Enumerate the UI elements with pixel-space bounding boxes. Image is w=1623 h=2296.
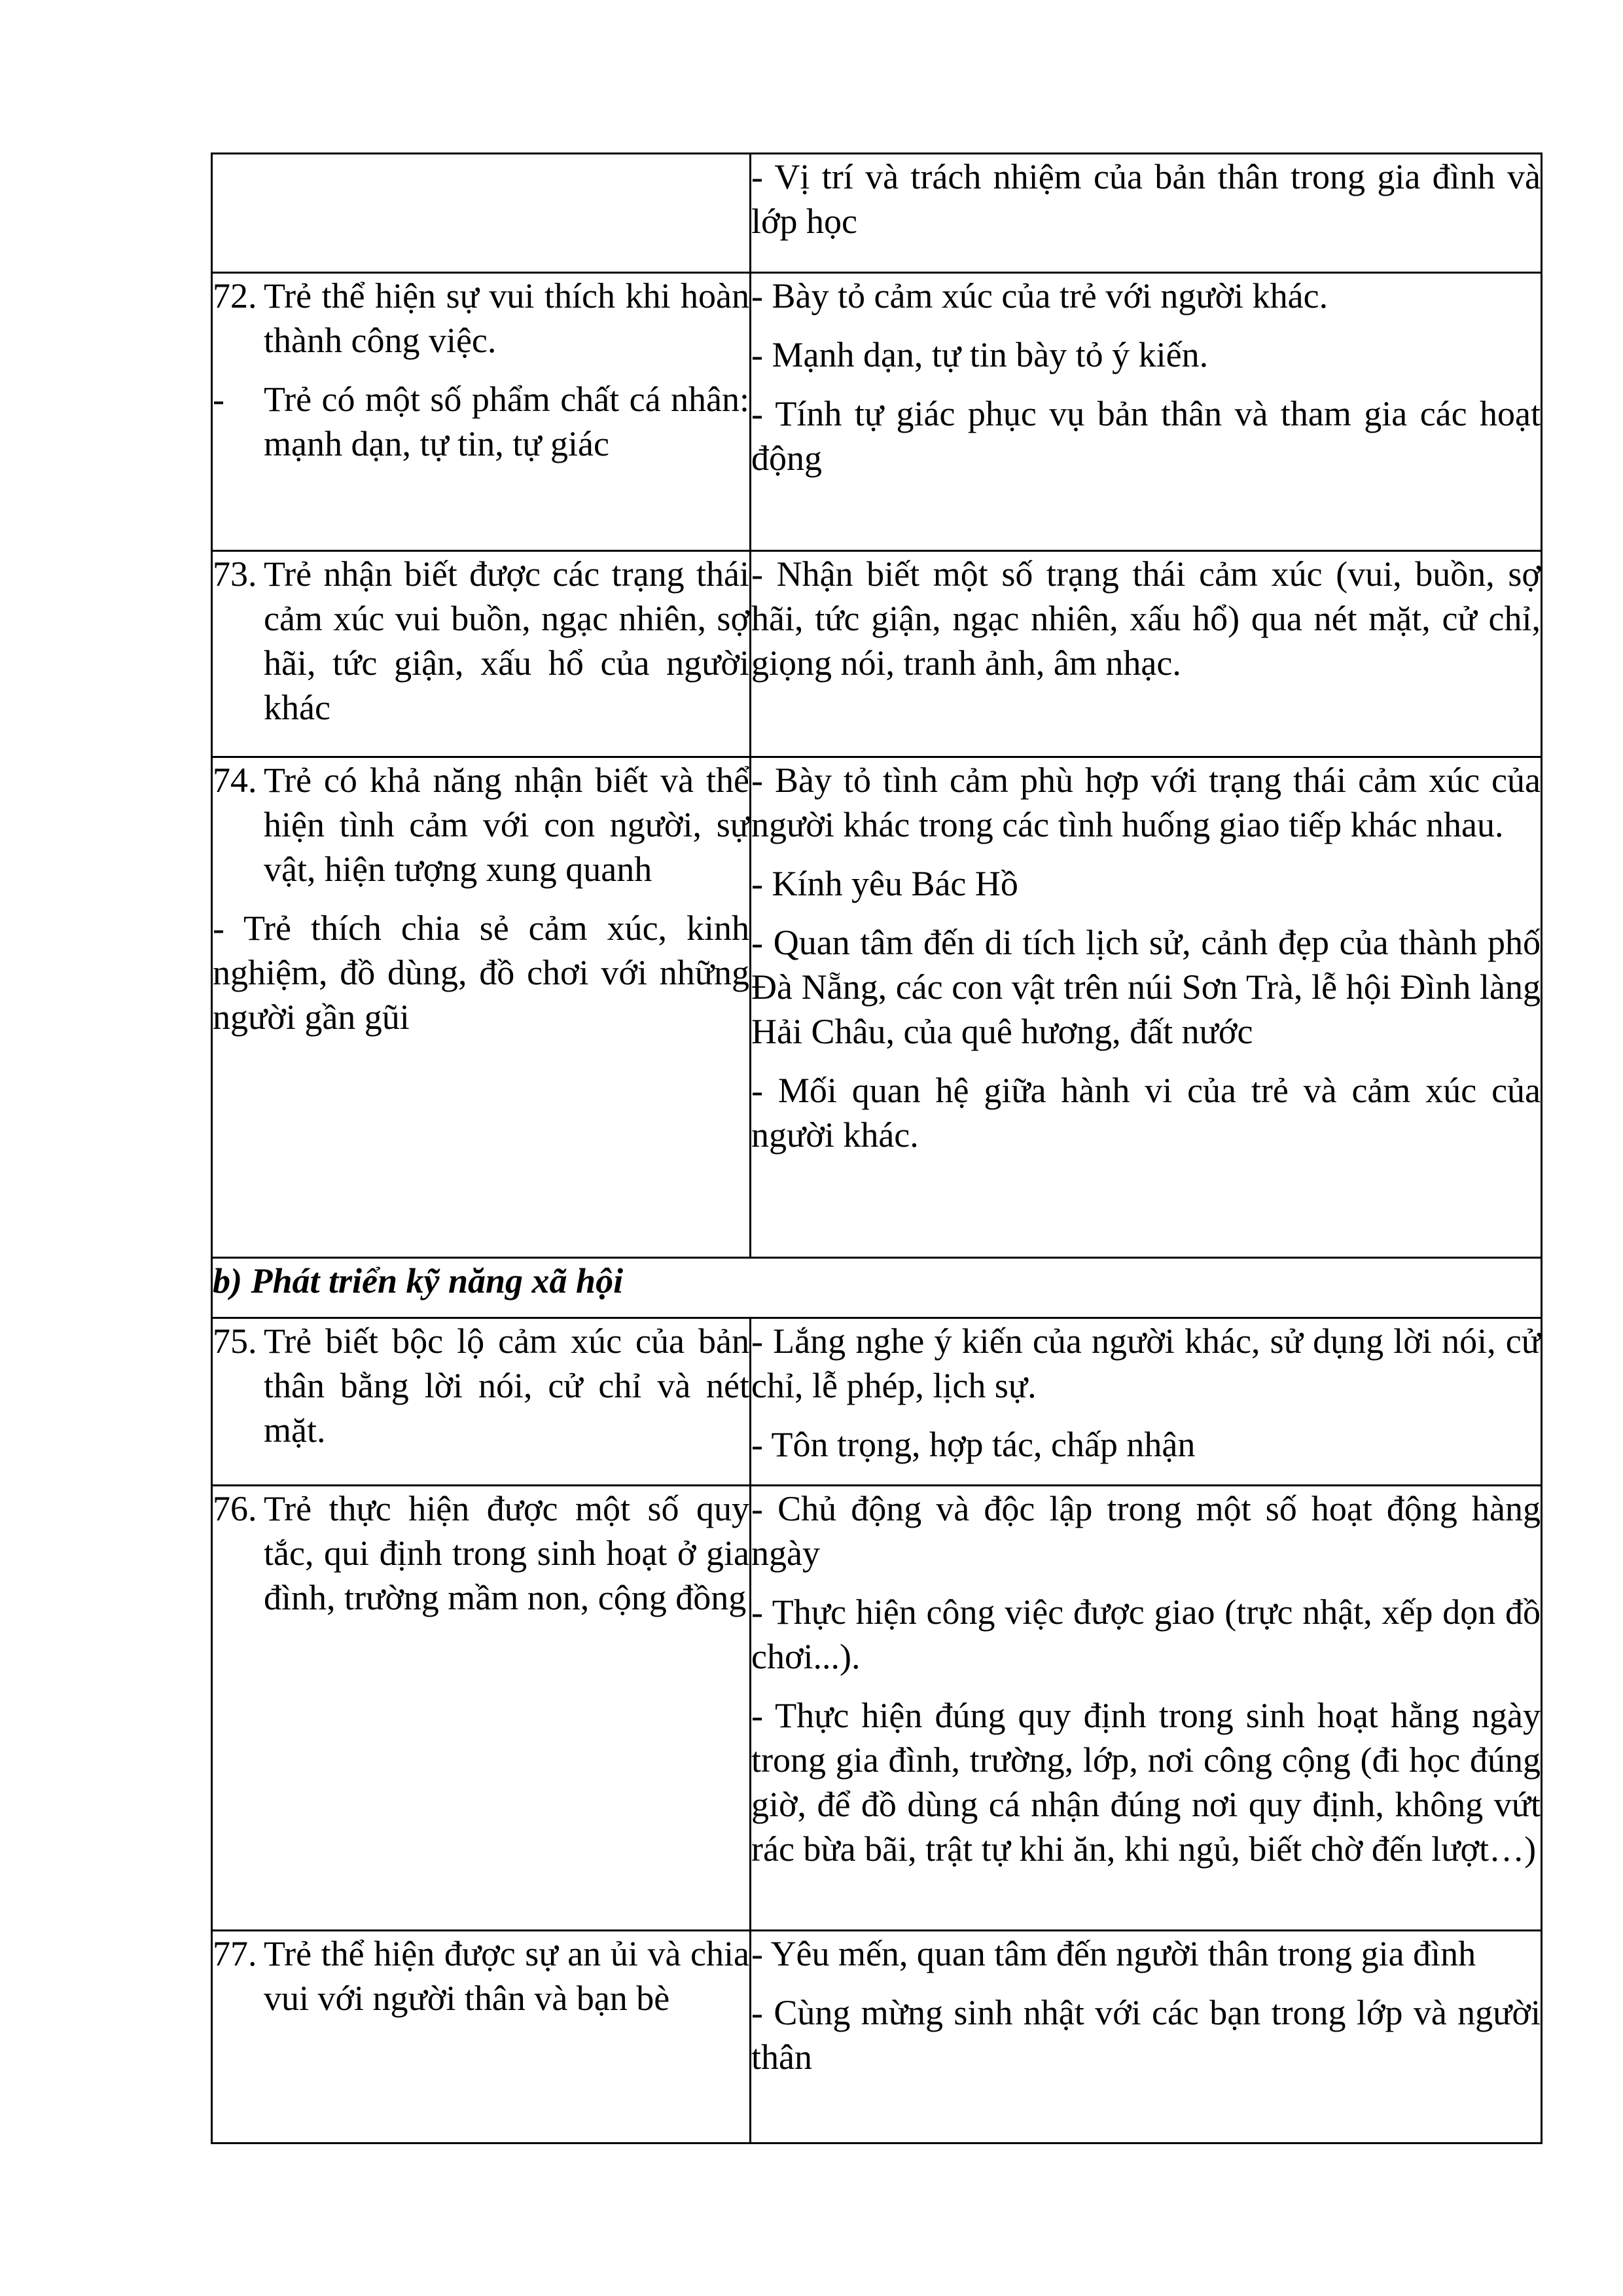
table-row [212, 154, 1542, 273]
table-row [212, 1931, 1542, 2144]
right-cell [751, 1486, 1542, 1931]
table-row [212, 551, 1542, 757]
right-cell [751, 154, 1542, 273]
content-item: - Thực hiện đúng quy định trong sinh hoạt hằng ngày trong gia đình, trường, lớp, nơi công cộng (đi học đúng giờ, để đồ dùng cá nhận đúng nơi quy định, không vứt rác bừa bãi, trật tự khi ăn, khi ngủ, biết chờ đến lượt…) [751, 1696, 1541, 1869]
table-row [212, 273, 1542, 551]
item-number: 74. [213, 761, 257, 800]
numbered-item [213, 758, 749, 891]
content-item: - Bày tỏ cảm xúc của trẻ với người khác. [751, 276, 1329, 315]
content-item: - Vị trí và trách nhiệm của bản thân trong gia đình và lớp học [751, 157, 1541, 241]
content-item: - Cùng mừng sinh nhật với các bạn trong lớp và người thân [751, 1993, 1541, 2077]
content-item: - Kính yêu Bác Hồ [751, 864, 1018, 903]
right-cell [751, 273, 1542, 551]
numbered-item [213, 1931, 749, 2020]
numbered-item [213, 274, 749, 363]
numbered-item [213, 1486, 749, 1620]
content-item: - Mối quan hệ giữa hành vi của trẻ và cảm xúc của người khác. [751, 1071, 1541, 1155]
content-item: - Thực hiện công việc được giao (trực nhật, xếp dọn đồ chơi...). [751, 1592, 1541, 1676]
right-cell [751, 757, 1542, 1258]
left-cell [212, 1931, 751, 2144]
content-item: - Tôn trọng, hợp tác, chấp nhận [751, 1425, 1196, 1464]
item-number: 73. [213, 554, 257, 594]
dash-text: Trẻ có một số phẩm chất cá nhân: mạnh dạn, tự tin, tự giác [264, 380, 749, 463]
left-cell [212, 154, 751, 273]
content-item: - Bày tỏ tình cảm phù hợp với trạng thái cảm xúc của người khác trong các tình huống giao tiếp khác nhau. [751, 761, 1541, 844]
item-text: Trẻ thực hiện được một số quy tắc, qui định trong sinh hoạt ở gia đình, trường mầm non, cộng đồng [264, 1489, 749, 1617]
right-cell [751, 551, 1542, 757]
right-cell [751, 1318, 1542, 1486]
left-cell [212, 1318, 751, 1486]
table-row [212, 1318, 1542, 1486]
right-cell [751, 1931, 1542, 2144]
content-item: - Trẻ thích chia sẻ cảm xúc, kinh nghiệm, đồ dùng, đồ chơi với những người gần gũi [213, 908, 749, 1037]
content-item: - Chủ động và độc lập trong một số hoạt động hàng ngày [751, 1489, 1541, 1573]
numbered-item [213, 552, 749, 730]
content-item: - Lắng nghe ý kiến của người khác, sử dụng lời nói, cử chỉ, lễ phép, lịch sự. [751, 1321, 1541, 1405]
left-cell [212, 757, 751, 1258]
left-cell [212, 1486, 751, 1931]
content-table [211, 152, 1543, 2144]
table-row [212, 1486, 1542, 1931]
section-row [212, 1258, 1542, 1318]
item-number: 76. [213, 1489, 257, 1528]
left-cell [212, 551, 751, 757]
item-text: Trẻ thể hiện sự vui thích khi hoàn thành công việc. [264, 276, 749, 360]
content-item: - Mạnh dạn, tự tin bày tỏ ý kiến. [751, 335, 1209, 374]
dash-item [213, 377, 749, 466]
item-text: Trẻ có khả năng nhận biết và thể hiện tình cảm với con người, sự vật, hiện tượng xung quanh [264, 761, 749, 889]
item-number: 75. [213, 1321, 257, 1361]
content-item: - Yêu mến, quan tâm đến người thân trong gia đình [751, 1934, 1476, 1973]
table-row [212, 757, 1542, 1258]
item-text: Trẻ thể hiện được sự an ủi và chia vui với người thân và bạn bè [264, 1934, 749, 2018]
content-item: - Tính tự giác phục vụ bản thân và tham gia các hoạt động [751, 394, 1541, 478]
dash-mark: - [213, 380, 224, 419]
item-text: Trẻ nhận biết được các trạng thái cảm xúc vui buồn, ngạc nhiên, sợ hãi, tức giận, xấu hổ của người khác [264, 554, 749, 727]
content-item: - Nhận biết một số trạng thái cảm xúc (vui, buồn, sợ hãi, tức giận, ngạc nhiên, xấu hổ) qua nét mặt, cử chỉ, giọng nói, tranh ảnh, âm nhạc. [751, 554, 1541, 683]
left-cell [212, 273, 751, 551]
item-text: Trẻ biết bộc lộ cảm xúc của bản thân bằng lời nói, cử chỉ và nét mặt. [264, 1321, 749, 1450]
numbered-item [213, 1319, 749, 1452]
item-number: 72. [213, 276, 257, 315]
section-heading: b) Phát triển kỹ năng xã hội [212, 1258, 1542, 1318]
item-number: 77. [213, 1934, 257, 1973]
content-item: - Quan tâm đến di tích lịch sử, cảnh đẹp của thành phố Đà Nẵng, các con vật trên núi Sơn Trà, lễ hội Đình làng Hải Châu, của quê hương, đất nước [751, 923, 1541, 1051]
